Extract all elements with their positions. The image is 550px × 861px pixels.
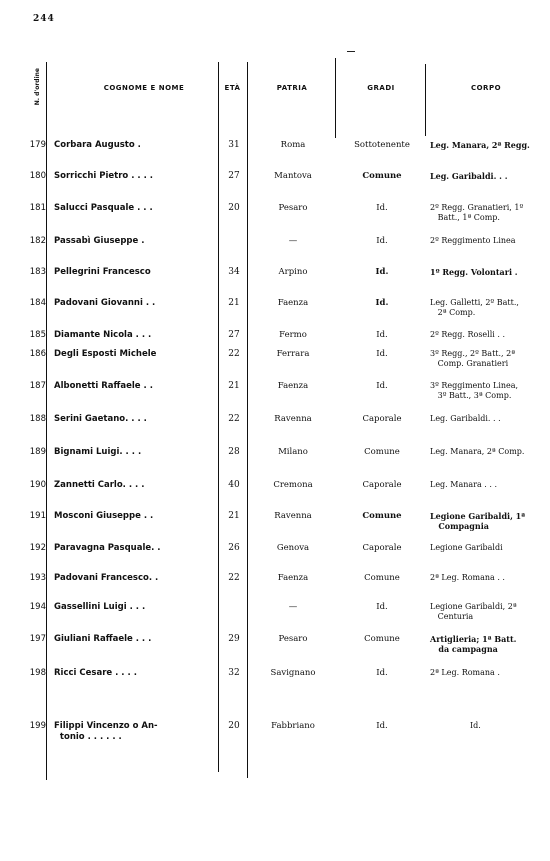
row-grado: Comune — [364, 573, 400, 583]
row-number: 185 — [29, 330, 46, 340]
row-number: 187 — [29, 381, 46, 391]
row-number: 191 — [29, 511, 46, 521]
row-grado: Caporale — [362, 543, 402, 553]
row-patria: Milano — [278, 447, 308, 457]
row-grado: Id. — [376, 330, 388, 340]
row-name: Degli Esposti Michele — [54, 349, 157, 359]
row-number: 194 — [29, 602, 46, 612]
row-name: Sorricchi Pietro . . . . — [54, 171, 154, 181]
row-patria: Fermo — [279, 330, 307, 340]
row-eta: 32 — [228, 668, 240, 678]
row-eta: 28 — [228, 447, 240, 457]
row-corpo: 2ª Leg. Romana . . — [430, 573, 505, 582]
row-grado: Id. — [376, 203, 388, 213]
row-corpo: Artiglieria; 1ª Batt. da campagna — [430, 634, 517, 654]
row-patria: Fabbriano — [271, 721, 315, 731]
row-patria: — — [288, 236, 298, 246]
row-patria: Faenza — [277, 298, 309, 308]
row-corpo: 2º Regg. Granatieri, 1º Batt., 1ª Comp. — [430, 203, 524, 222]
row-corpo: 2º Regg. Roselli . . — [430, 330, 506, 339]
header-corpo: CORPO — [470, 84, 502, 92]
row-name: Paravagna Pasquale. . — [54, 543, 161, 553]
row-eta: 34 — [228, 267, 240, 277]
row-name: Serini Gaetano. . . . — [54, 414, 147, 424]
row-eta: 26 — [228, 543, 240, 553]
row-grado: Comune — [364, 634, 400, 644]
row-corpo: 1º Regg. Volontari . — [430, 267, 518, 277]
row-grado: Id. — [376, 668, 388, 678]
row-grado: Comune — [362, 171, 402, 181]
row-name: Albonetti Raffaele . . — [54, 381, 153, 391]
row-number: 180 — [29, 171, 46, 181]
header-patria: PATRIA — [276, 84, 308, 92]
row-grado: Id. — [376, 381, 388, 391]
row-name: Ricci Cesare . . . . — [54, 668, 137, 678]
row-number: 183 — [29, 267, 46, 277]
row-grado: Id. — [375, 298, 389, 308]
row-number: 188 — [29, 414, 46, 424]
row-number: 199 — [29, 721, 46, 731]
row-grado: Id. — [375, 267, 389, 277]
row-name: Zannetti Carlo. . . . — [54, 480, 145, 490]
row-eta: 22 — [228, 573, 240, 583]
row-number: 190 — [29, 480, 46, 490]
row-corpo: Legione Garibaldi, 2ª Centuria — [430, 602, 517, 621]
row-grado: Caporale — [362, 480, 402, 490]
row-number: 182 — [29, 236, 46, 246]
row-corpo: Legione Garibaldi — [430, 543, 503, 552]
row-corpo: 2º Reggimento Linea — [430, 236, 516, 245]
row-grado: Sottotenente — [354, 140, 410, 150]
row-name: Bignami Luigi. . . . — [54, 447, 142, 457]
row-number: 198 — [29, 668, 46, 678]
row-patria: Ravenna — [274, 414, 312, 424]
row-grado: Caporale — [362, 414, 402, 424]
row-patria: Savignano — [270, 668, 316, 678]
row-name: Diamante Nicola . . . — [54, 330, 152, 340]
row-eta: 40 — [228, 480, 240, 490]
row-eta: 20 — [228, 721, 240, 731]
row-eta: 21 — [228, 298, 240, 308]
row-name: Salucci Pasquale . . . — [54, 203, 153, 213]
row-corpo: Leg. Manara . . . — [430, 480, 497, 489]
row-corpo: Leg. Garibaldi. . . — [430, 171, 508, 181]
row-name: Padovani Francesco. . — [54, 573, 159, 583]
row-patria: Genova — [276, 543, 310, 553]
row-grado: Id. — [376, 349, 388, 359]
row-name: Corbara Augusto . — [54, 140, 141, 150]
row-eta: 22 — [228, 349, 240, 359]
header-gradi: GRADI — [367, 84, 395, 92]
row-corpo: 2ª Leg. Romana . — [430, 668, 500, 677]
header-name: COGNOME E NOME — [103, 84, 185, 92]
row-name: Gassellini Luigi . . . — [54, 602, 146, 612]
row-name: Giuliani Raffaele . . . — [54, 634, 152, 644]
row-patria: Pesaro — [278, 634, 308, 644]
row-corpo: Id. — [470, 721, 481, 730]
row-eta: 20 — [228, 203, 240, 213]
row-name: Pellegrini Francesco — [54, 267, 151, 277]
row-corpo: 3º Regg., 2º Batt., 2ª Comp. Granatieri — [430, 349, 516, 368]
row-patria: Faenza — [277, 381, 309, 391]
row-patria: Cremona — [273, 480, 313, 490]
row-eta: 22 — [228, 414, 240, 424]
row-patria: Faenza — [277, 573, 309, 583]
row-number: 192 — [29, 543, 46, 553]
row-patria: Mantova — [274, 171, 312, 181]
row-grado: Id. — [376, 236, 388, 246]
row-grado: Id. — [376, 602, 388, 612]
row-corpo: Leg. Manara, 2ª Comp. — [430, 447, 525, 456]
header-num: N. d'ordine — [34, 68, 41, 106]
row-name: Padovani Giovanni . . — [54, 298, 156, 308]
row-patria: — — [288, 602, 298, 612]
row-corpo: Leg. Galletti, 2º Batt., 2ª Comp. — [430, 298, 519, 317]
row-name: Mosconi Giuseppe . . — [54, 511, 154, 521]
row-number: 181 — [29, 203, 46, 213]
row-grado: Comune — [362, 511, 402, 521]
row-grado: Id. — [376, 721, 388, 731]
row-eta: 27 — [228, 171, 240, 181]
row-patria: Pesaro — [278, 203, 308, 213]
row-number: 186 — [29, 349, 46, 359]
header-eta: ETÀ — [224, 84, 241, 92]
row-corpo: 3º Reggimento Linea, 3º Batt., 3ª Comp. — [430, 381, 519, 400]
row-patria: Ferrara — [276, 349, 310, 359]
row-corpo: Legione Garibaldi, 1ª Compagnia — [430, 511, 526, 531]
row-eta: 21 — [228, 511, 240, 521]
row-patria: Roma — [280, 140, 306, 150]
row-number: 189 — [29, 447, 46, 457]
page-number: 244 — [33, 14, 55, 24]
row-number: 197 — [29, 634, 46, 644]
row-patria: Arpino — [278, 267, 308, 277]
row-number: 184 — [29, 298, 46, 308]
row-patria: Ravenna — [274, 511, 312, 521]
row-number: 193 — [29, 573, 46, 583]
row-eta: 27 — [228, 330, 240, 340]
row-eta: 29 — [228, 634, 240, 644]
row-eta: 21 — [228, 381, 240, 391]
row-eta: 31 — [228, 140, 240, 150]
row-corpo: Leg. Garibaldi. . . — [430, 414, 501, 423]
row-grado: Comune — [364, 447, 400, 457]
row-name: Filippi Vincenzo o An- tonio . . . . . . — [54, 721, 158, 742]
row-corpo: Leg. Manara, 2ª Regg. — [430, 140, 530, 150]
row-number: 179 — [29, 140, 46, 150]
row-name: Passabì Giuseppe . — [54, 236, 145, 246]
